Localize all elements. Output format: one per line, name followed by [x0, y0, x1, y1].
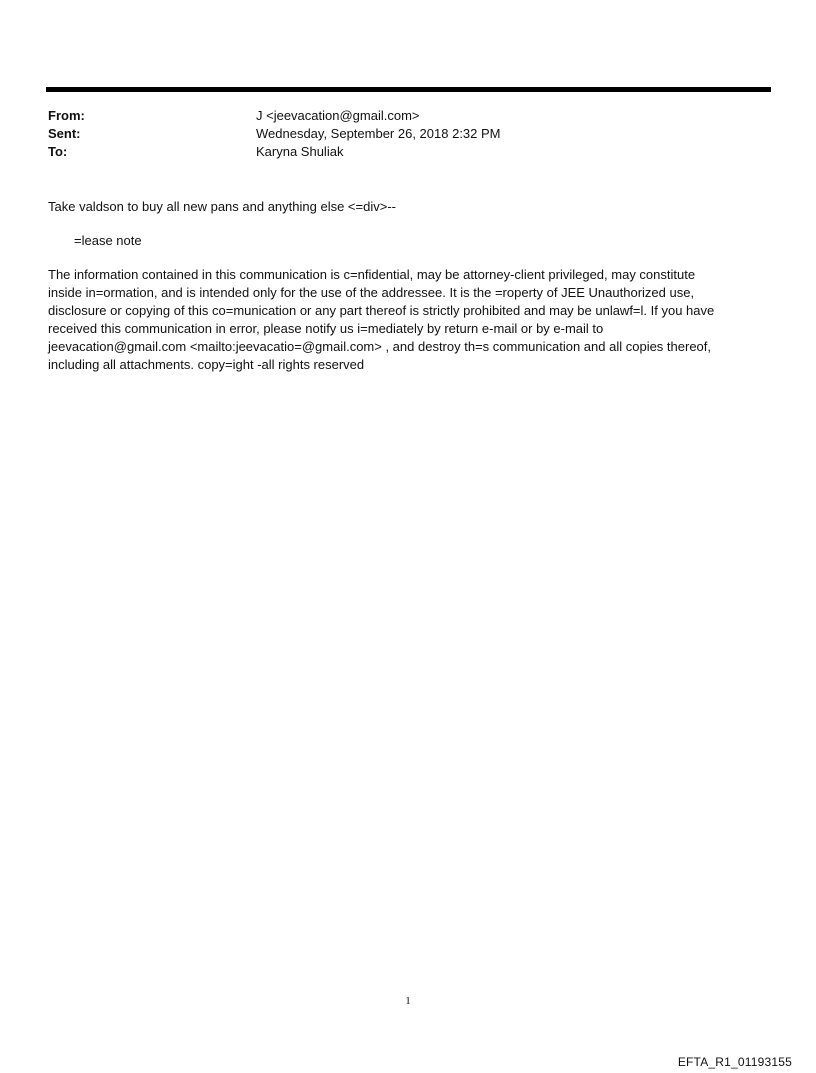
to-row [48, 143, 768, 161]
disclaimer-line: The information contained in this communication is c=nfidential, may be attorney-client privileged, may constitute [48, 267, 696, 282]
email-body [48, 198, 768, 374]
disclaimer-line: including all attachments. copy=ight -all rights reserved [48, 357, 365, 372]
sent-label: Sent: [48, 126, 81, 141]
note-text: =lease note [74, 233, 142, 248]
disclaimer-line: disclosure or copying of this co=munication or any part thereof is strictly prohibited and may be unlawf=l. If you have [48, 303, 715, 318]
disclaimer-line: jeevacation@gmail.com <mailto:jeevacatio=@gmail.com> , and destroy th=s communication and all copies thereof, [48, 339, 712, 354]
from-value: J <jeevacation@gmail.com> [256, 108, 420, 123]
document-id: EFTA_R1_01193155 [677, 1055, 792, 1069]
from-row [48, 107, 768, 125]
disclaimer-line: received this communication in error, please notify us i=mediately by return e-mail or by e-mail to [48, 321, 604, 336]
from-label: From: [48, 108, 85, 123]
to-value: Karyna Shuliak [256, 144, 344, 159]
disclaimer-line: inside in=ormation, and is intended only for the use of the addressee. It is the =roperty of JEE Unauthorized use, [48, 285, 695, 300]
sent-row [48, 125, 768, 143]
email-header [48, 107, 768, 161]
sent-value: Wednesday, September 26, 2018 2:32 PM [256, 126, 501, 141]
disclaimer-paragraph [48, 266, 760, 374]
header-rule [46, 87, 771, 92]
message-text: Take valdson to buy all new pans and anything else <=div>-- [48, 199, 396, 214]
to-label: To: [48, 144, 68, 159]
page-number: 1 [405, 995, 411, 1007]
